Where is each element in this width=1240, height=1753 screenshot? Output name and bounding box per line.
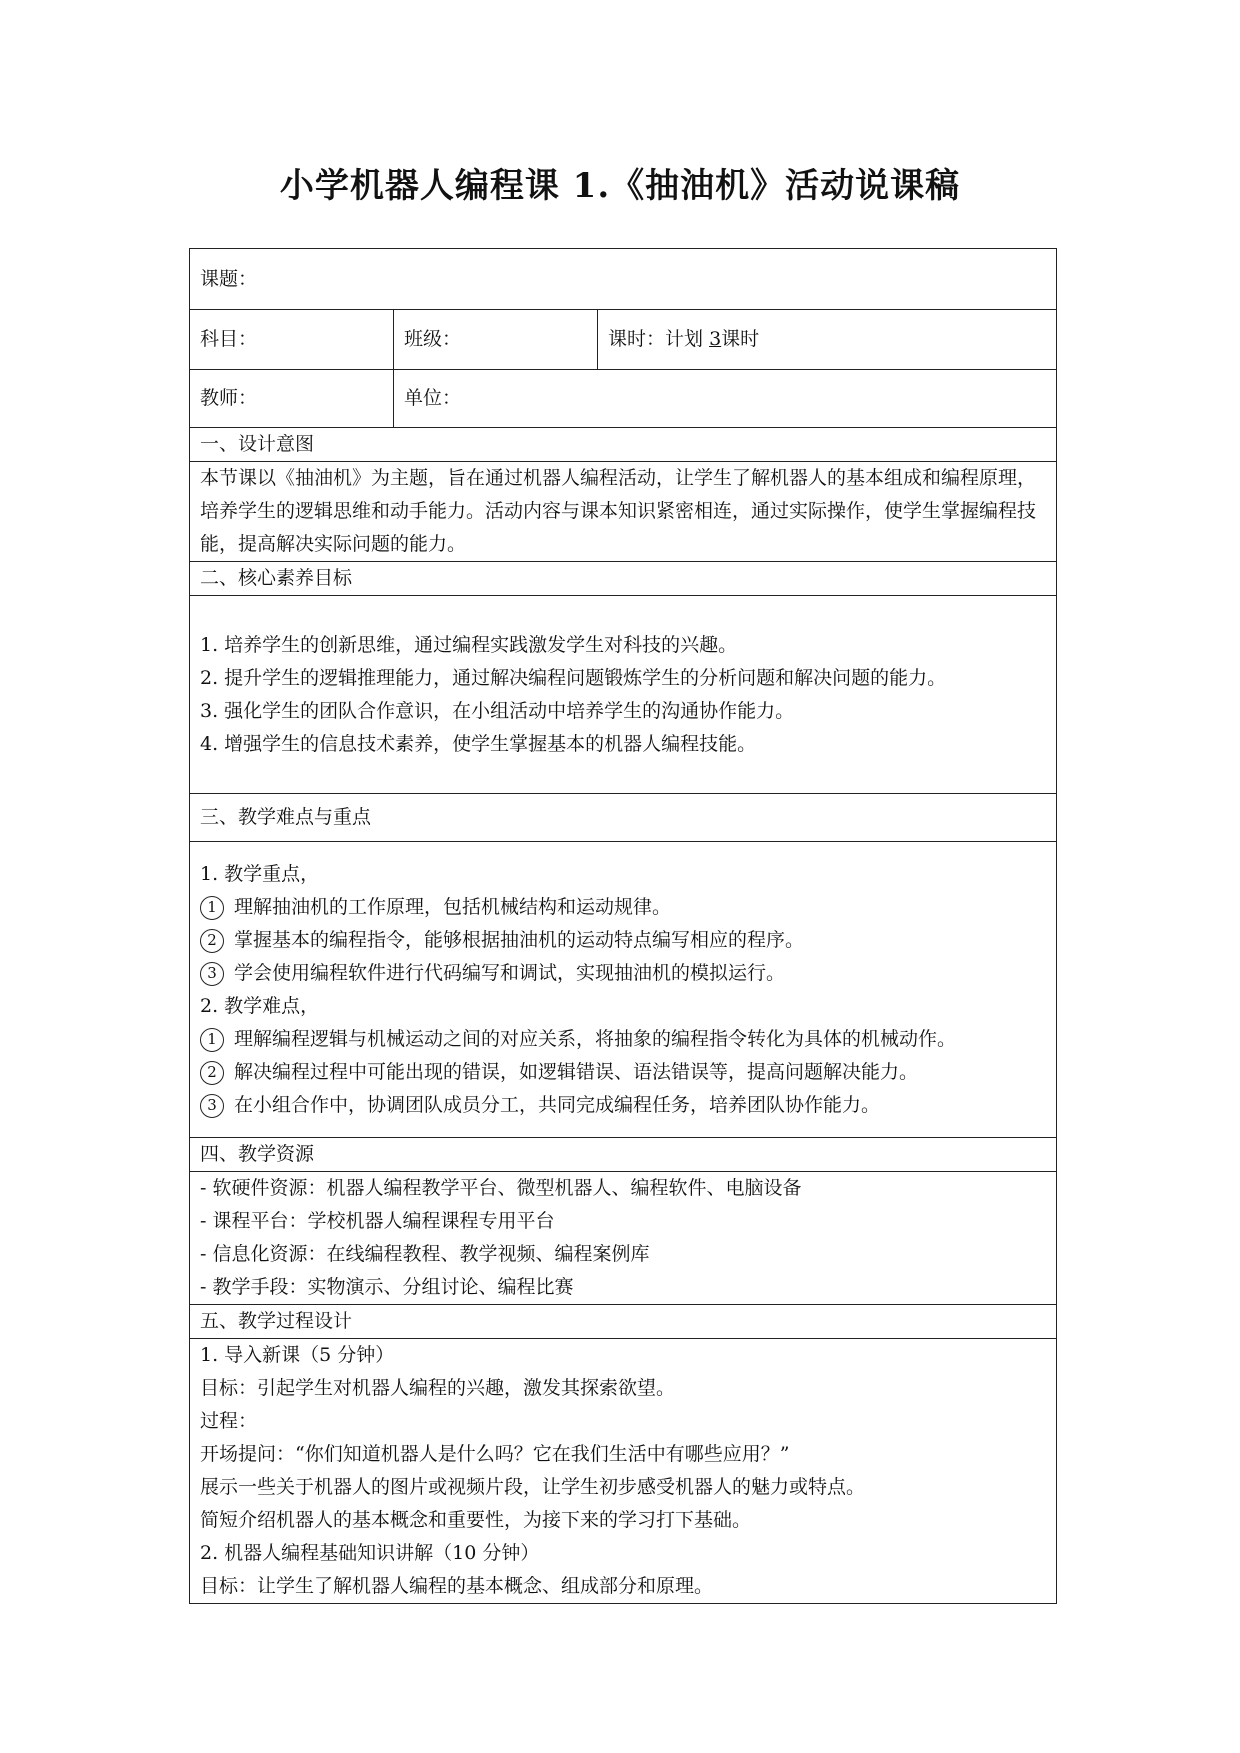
key-point-item	[200, 924, 1046, 957]
row-topic	[190, 249, 1057, 310]
row-s3-body	[190, 842, 1057, 1138]
topic-label: 课题：	[200, 267, 258, 290]
resource-item: - 教学手段：实物演示、分组讨论、编程比赛	[200, 1276, 574, 1298]
process-cell	[190, 1339, 1057, 1604]
process-line: 目标：让学生了解机器人编程的基本概念、组成部分和原理。	[200, 1575, 714, 1597]
teacher-label: 教师：	[200, 387, 258, 409]
row-s5-body	[190, 1339, 1057, 1604]
goal-item: 2. 提升学生的逻辑推理能力，通过解决编程问题锻炼学生的分析问题和解决问题的能力。	[200, 666, 947, 689]
period-suffix: 课时	[721, 328, 760, 350]
core-goals-cell	[190, 596, 1057, 794]
difficult-point-item	[200, 1023, 1046, 1056]
teacher-cell	[190, 370, 394, 428]
key-point-item	[200, 957, 1046, 990]
topic-cell	[190, 249, 1057, 310]
resource-item: - 课程平台：学校机器人编程课程专用平台	[200, 1210, 555, 1232]
unit-cell	[394, 370, 1057, 428]
row-s2-heading	[190, 562, 1057, 596]
section-heading-key-difficult: 三、教学难点与重点	[190, 794, 1057, 842]
difficult-point-item	[200, 1089, 1046, 1122]
class-label: 班级：	[404, 328, 462, 350]
key-point-text: 掌握基本的编程指令，能够根据抽油机的运动特点编写相应的程序。	[234, 928, 805, 951]
goal-item: 3. 强化学生的团队合作意识，在小组活动中培养学生的沟通协作能力。	[200, 699, 795, 722]
key-difficult-cell	[190, 842, 1057, 1138]
process-line: 2. 机器人编程基础知识讲解（10 分钟）	[200, 1542, 540, 1564]
circled-number-badge: 2	[200, 1061, 224, 1085]
row-s2-body	[190, 596, 1057, 794]
circled-number-badge: 1	[200, 896, 224, 920]
class-cell	[394, 310, 598, 370]
subject-cell	[190, 310, 394, 370]
resources-cell	[190, 1172, 1057, 1305]
period-prefix: 课时：计划	[608, 328, 704, 350]
circled-number-badge: 1	[200, 1028, 224, 1052]
key-point-item	[200, 891, 1046, 924]
section-heading-resources: 四、教学资源	[190, 1138, 1057, 1172]
row-s4-heading	[190, 1138, 1057, 1172]
row-subject	[190, 310, 1057, 370]
row-s3-heading	[190, 794, 1057, 842]
circled-number-badge: 3	[200, 1094, 224, 1118]
process-line: 展示一些关于机器人的图片或视频片段，让学生初步感受机器人的魅力或特点。	[200, 1476, 866, 1498]
design-intent-text: 本节课以《抽油机》为主题，旨在通过机器人编程活动，让学生了解机器人的基本组成和编程原理，培养学生的逻辑思维和动手能力。活动内容与课本知识紧密相连，通过实际操作，使学生掌握编程技能，提高解决实际问题的能力。	[190, 462, 1057, 562]
key-points-title: 1. 教学重点，	[200, 862, 320, 885]
difficult-points-title: 2. 教学难点，	[200, 994, 320, 1017]
process-line: 目标：引起学生对机器人编程的兴趣，激发其探索欲望。	[200, 1377, 676, 1399]
key-point-text: 理解抽油机的工作原理，包括机械结构和运动规律。	[234, 895, 672, 918]
section-heading-core-goals: 二、核心素养目标	[190, 562, 1057, 596]
section-heading-design-intent: 一、设计意图	[190, 428, 1057, 462]
row-teacher	[190, 370, 1057, 428]
difficult-point-text: 理解编程逻辑与机械运动之间的对应关系，将抽象的编程指令转化为具体的机械动作。	[234, 1027, 957, 1050]
row-s5-heading	[190, 1305, 1057, 1339]
difficult-point-item	[200, 1056, 1046, 1089]
difficult-point-text: 在小组合作中，协调团队成员分工，共同完成编程任务，培养团队协作能力。	[234, 1093, 881, 1116]
process-line: 开场提问：“你们知道机器人是什么吗？它在我们生活中有哪些应用？”	[200, 1443, 790, 1465]
lesson-plan-table	[189, 248, 1057, 1604]
circled-number-badge: 3	[200, 962, 224, 986]
row-s4-body	[190, 1172, 1057, 1305]
section-heading-process: 五、教学过程设计	[190, 1305, 1057, 1339]
resource-item: - 信息化资源：在线编程教程、教学视频、编程案例库	[200, 1243, 650, 1265]
resource-item: - 软硬件资源：机器人编程教学平台、微型机器人、编程软件、电脑设备	[200, 1177, 802, 1199]
row-s1-body	[190, 462, 1057, 562]
period-cell	[598, 310, 1057, 370]
subject-label: 科目：	[200, 328, 258, 350]
goal-item: 1. 培养学生的创新思维，通过编程实践激发学生对科技的兴趣。	[200, 633, 738, 656]
process-line: 简短介绍机器人的基本概念和重要性，为接下来的学习打下基础。	[200, 1509, 752, 1531]
process-line: 1. 导入新课（5 分钟）	[200, 1344, 395, 1366]
goal-item: 4. 增强学生的信息技术素养，使学生掌握基本的机器人编程技能。	[200, 732, 757, 755]
document-title: 小学机器人编程课 1.《抽油机》活动说课稿	[279, 166, 961, 206]
period-value: 3	[709, 328, 722, 350]
circled-number-badge: 2	[200, 929, 224, 953]
process-line: 过程：	[200, 1410, 258, 1432]
key-point-text: 学会使用编程软件进行代码编写和调试，实现抽油机的模拟运行。	[234, 961, 786, 984]
difficult-point-text: 解决编程过程中可能出现的错误，如逻辑错误、语法错误等，提高问题解决能力。	[234, 1060, 919, 1083]
row-s1-heading	[190, 428, 1057, 462]
unit-label: 单位：	[404, 387, 462, 409]
